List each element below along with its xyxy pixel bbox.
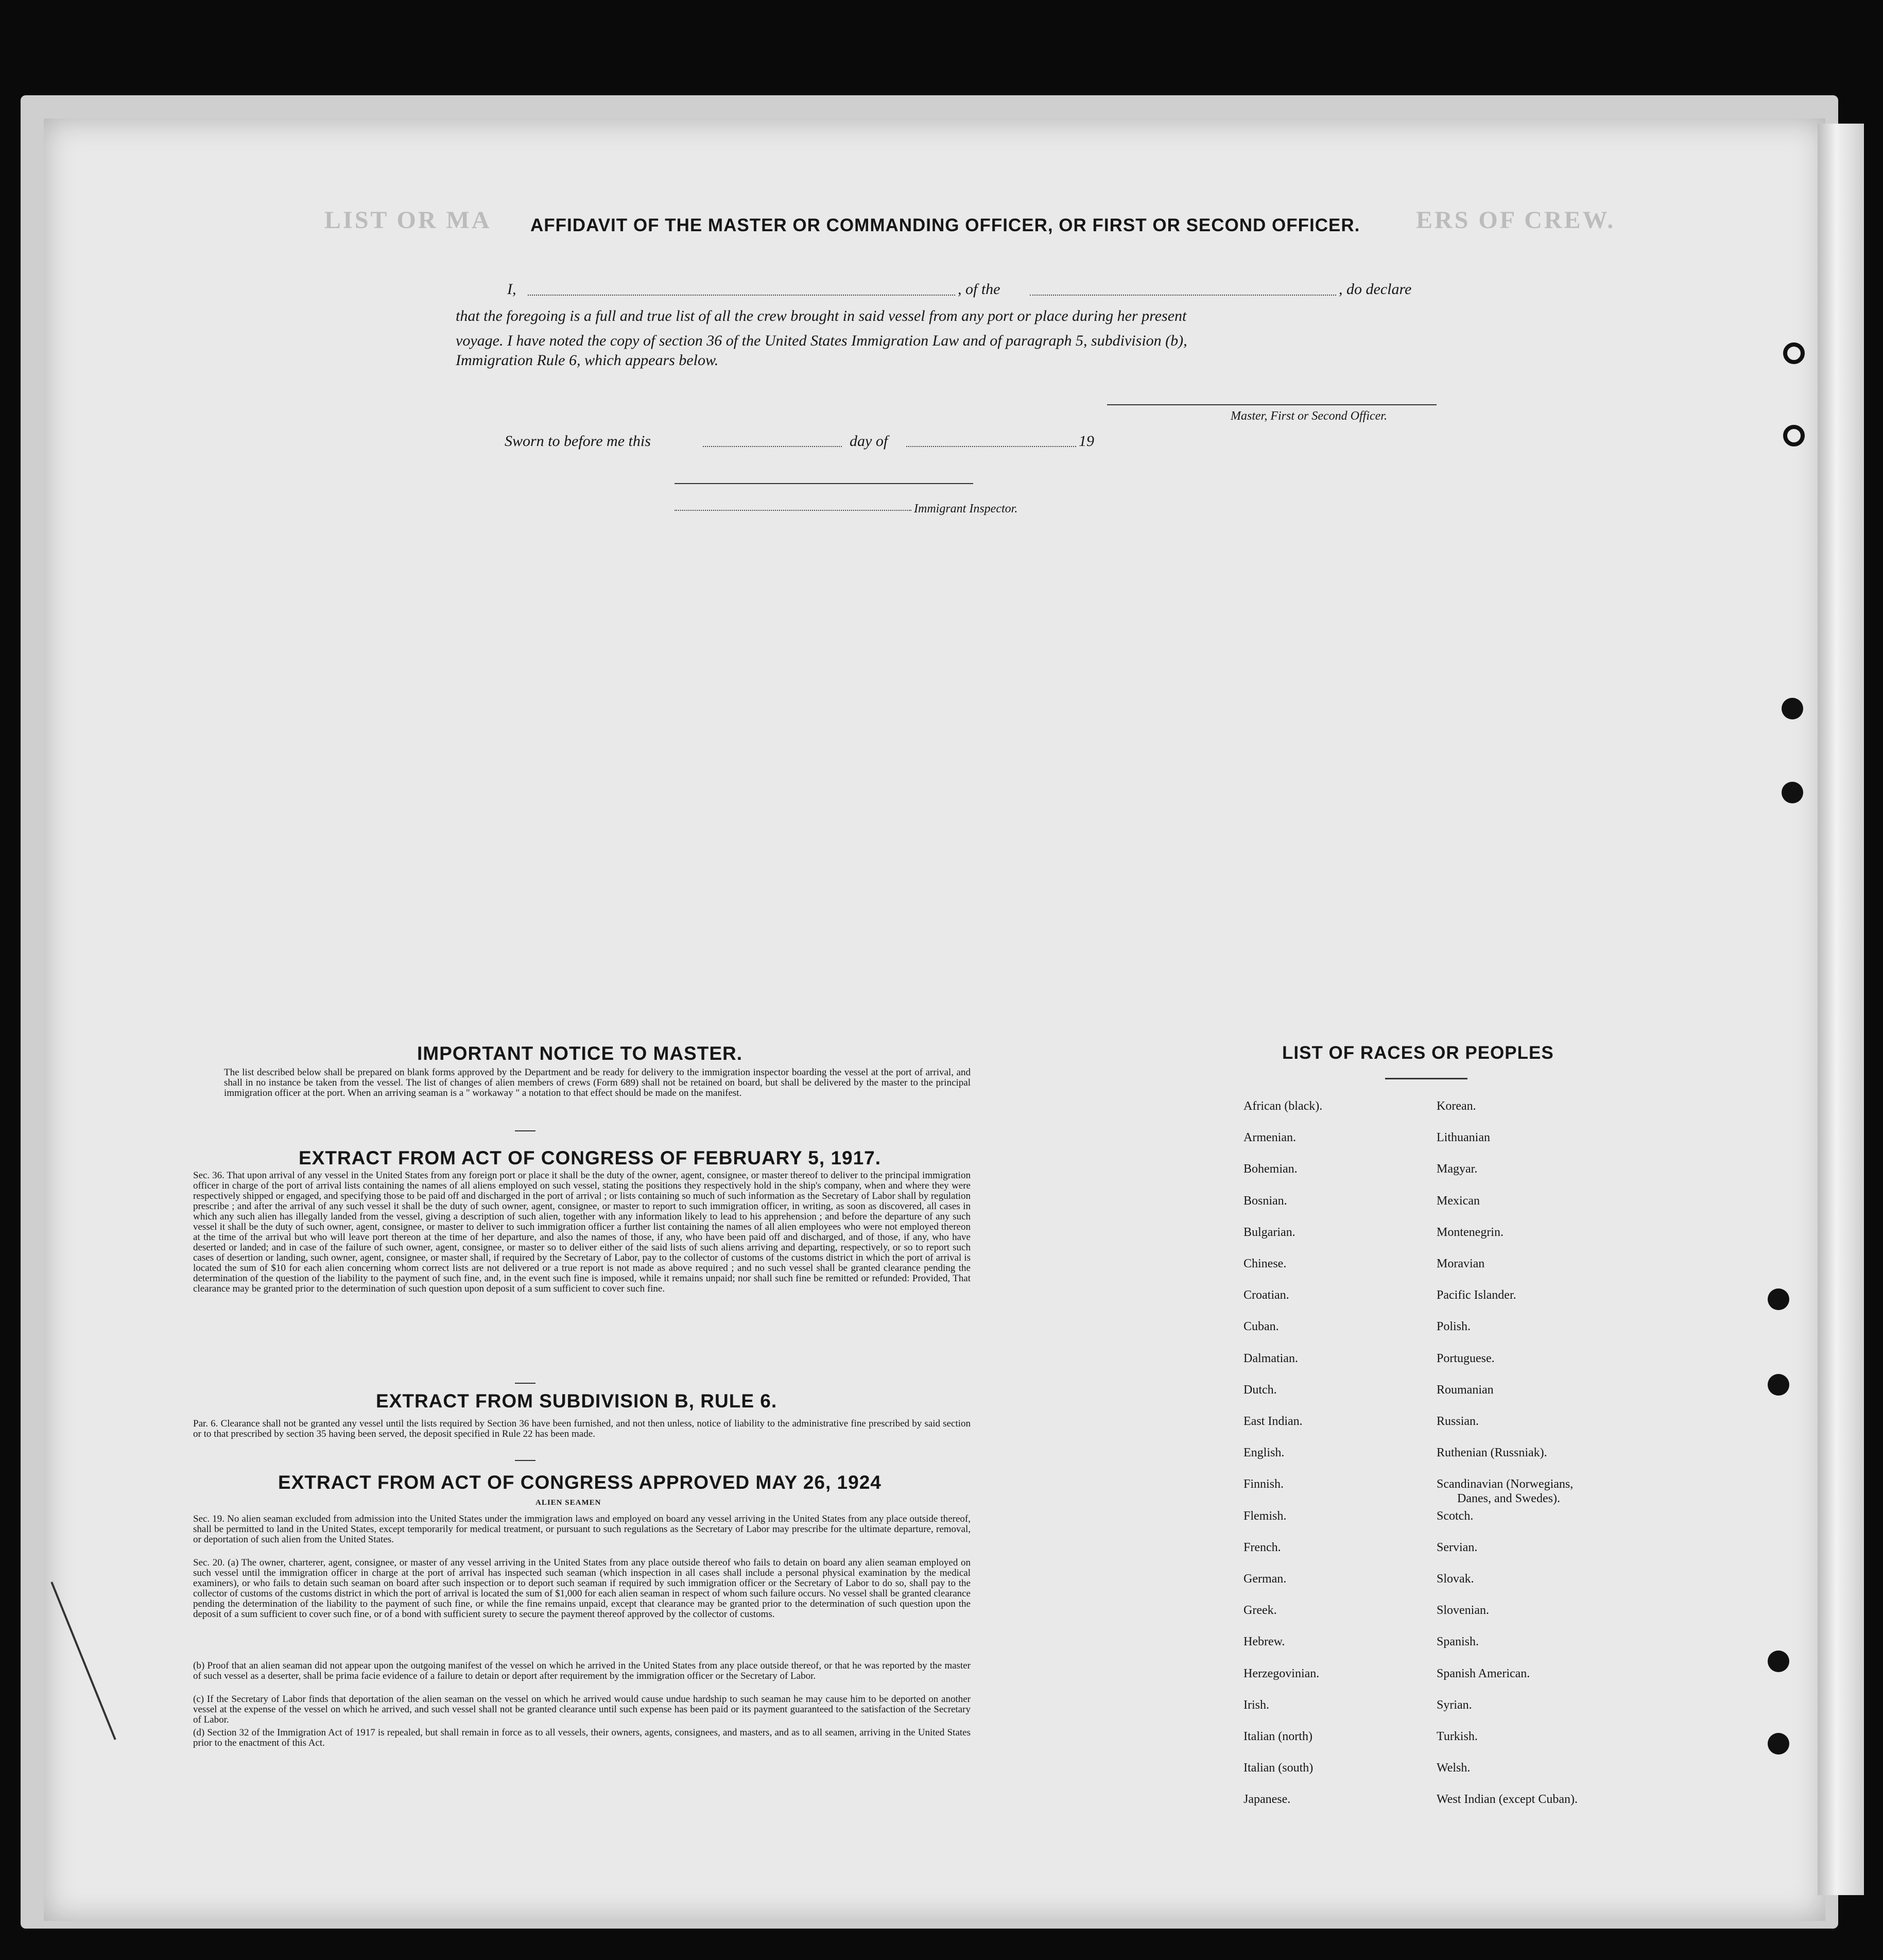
page-edge	[1818, 124, 1864, 1895]
race-item: Japanese.	[1243, 1793, 1291, 1807]
sec-20b-text: (b) Proof that an alien seaman did not appear upon the outgoing manifest of the vessel on which he arrived in the United States from any place outside thereof, or that he was reported by the master of such vessel as a deserter, shall be prima facie evidence of a failure to detain or deport after requirement by the immigration officer or the Secretary of Labor.	[193, 1660, 971, 1681]
sworn-month-blank[interactable]	[906, 446, 1076, 447]
inspector-line[interactable]	[675, 483, 973, 484]
race-item: African (black).	[1243, 1099, 1323, 1113]
divider	[515, 1130, 535, 1131]
sec-20c-text: (c) If the Secretary of Labor finds that deportation of the alien seaman on the vessel on which he arrived would cause undue hardship to such seaman he may cause him to be deported on another vessel at the expense of the vessel on which he arrived, and such vessel shall not be granted clearance until such expense has been paid or its payment guaranteed to the satisfaction of the Secretary of Labor.	[193, 1694, 971, 1725]
day-of-text: day of	[850, 433, 888, 450]
affidavit-line2: that the foregoing is a full and true list of all the crew brought in said vessel from any port or place during her present	[456, 307, 1187, 324]
race-item: Syrian.	[1437, 1698, 1472, 1712]
race-item: Armenian.	[1243, 1131, 1296, 1145]
inspector-label: Immigrant Inspector.	[914, 502, 1018, 515]
name-blank[interactable]	[528, 295, 955, 296]
race-item: Moravian	[1437, 1257, 1485, 1270]
race-item: Slovak.	[1437, 1572, 1474, 1586]
race-item: Welsh.	[1437, 1761, 1471, 1775]
signature-line[interactable]	[1107, 404, 1437, 405]
race-item: East Indian.	[1243, 1415, 1303, 1428]
extract-rule6-body: Par. 6. Clearance shall not be granted any vessel until the lists required by Section 36 have been furnished, and not then unless, notice of liability to the administrative fine prescribed by said section or to that prescribed by section 35 having been served, the deposit specified in Rule 22 has been made.	[193, 1418, 971, 1439]
races-divider	[1385, 1078, 1467, 1079]
sec-19-text: Sec. 19. No alien seaman excluded from admission into the United States under the immigration laws and employed on board any vessel arriving in the United States from any place outside thereof, shall be permitted to land in the United States, except temporarily for medical treatment, or pursuant to such regulations as the Secretary of Labor may prescribe for the ultimate departure, removal, or deportation of such alien from the United States.	[193, 1514, 971, 1545]
punch-hole	[1783, 425, 1805, 446]
punch-hole	[1768, 1288, 1789, 1310]
race-item: French.	[1243, 1540, 1281, 1554]
extract-1917-title: EXTRACT FROM ACT OF CONGRESS OF FEBRUARY 5, 1917.	[299, 1147, 882, 1168]
affidavit-title: AFFIDAVIT OF THE MASTER OR COMMANDING OFFICER, OR FIRST OR SECOND OFFICER.	[530, 215, 1360, 235]
race-item: German.	[1243, 1572, 1287, 1586]
race-item: Scandinavian (Norwegians,	[1437, 1477, 1574, 1491]
race-item: Mexican	[1437, 1194, 1480, 1208]
race-item: Scotch.	[1437, 1509, 1474, 1523]
race-item: Dutch.	[1243, 1383, 1277, 1397]
race-item: Chinese.	[1243, 1257, 1287, 1270]
race-item: Ruthenian (Russniak).	[1437, 1446, 1547, 1460]
race-item: Irish.	[1243, 1698, 1269, 1712]
punch-hole	[1782, 782, 1803, 803]
notice-title: IMPORTANT NOTICE TO MASTER.	[417, 1043, 743, 1064]
race-item: English.	[1243, 1446, 1285, 1460]
form-page	[44, 118, 1825, 1921]
alien-seamen-subtitle: ALIEN SEAMEN	[535, 1499, 601, 1507]
race-item: Portuguese.	[1437, 1351, 1495, 1365]
punch-hole	[1768, 1374, 1789, 1396]
race-item: Polish.	[1437, 1320, 1471, 1334]
sworn-day-blank[interactable]	[703, 446, 842, 447]
race-item: Cuban.	[1243, 1320, 1279, 1334]
race-item: West Indian (except Cuban).	[1437, 1793, 1578, 1807]
race-item: Danes, and Swedes).	[1457, 1492, 1560, 1506]
race-item: Herzegovinian.	[1243, 1666, 1320, 1680]
race-item: Turkish.	[1437, 1730, 1478, 1743]
bleed-through-text: ERS OF CREW.	[1416, 207, 1616, 234]
extract-rule6-title: EXTRACT FROM SUBDIVISION B, RULE 6.	[376, 1390, 778, 1412]
race-item: Spanish American.	[1437, 1666, 1530, 1680]
race-item: Bosnian.	[1243, 1194, 1287, 1208]
race-item: Croatian.	[1243, 1288, 1289, 1302]
race-item: Finnish.	[1243, 1477, 1284, 1491]
extract-1917-body: Sec. 36. That upon arrival of any vessel in the United States from any foreign port or place it shall be the duty of the owner, agent, consignee, or master thereof to deliver to the principal immigration officer in charge of the port of arrival lists containing the names of all aliens employed on such vessel, stating the positions they respectively hold in the ship's company, when and where they were respectively shipped or engaged, and specifying those to be paid off and discharged in the port of arrival ; or lists containing so much of such information as the Secretary of Labor shall by regulation prescribe ; and after the arrival of any such vessel it shall be the duty of such owner, agent, consignee, or master to report to such immigration officer, in writing, as soon as discovered, all cases in which any such alien has illegally landed from the vessel, giving a description of such alien, together with any information likely to lead to his apprehension ; and before the departure of any such vessel it shall be the duty of such owner, agent, consignee, or master to deliver to such immigration officer a further list containing the names of all alien employees who were not employed thereon at the time of the arrival but who will leave port thereon at the time of her departure, and also the names of those, if any, who have been paid off and discharged, and of those, if any, who have deserted or landed; and in case of the failure of such owner, agent, consignee, or master so to deliver either of the said lists of such aliens arriving and departing, respectively, or so to report such cases of desertion or landing, such owner, agent, consignee, or master shall, if required by the Secretary of Labor, pay to the collector of customs of the customs district in which the port of arrival is located the sum of $10 for each alien concerning whom correct lists are not delivered or a true report is not made as above required ; and no such vessel shall be granted clearance pending the determination of the question of the liability to the payment of such fine, and, in the event such fine is imposed, while it remains unpaid; nor shall such fine be remitted or refunded: Provided, That clearance may be granted prior to the determination of such question upon deposit of a sum sufficient to cover such fine.	[193, 1170, 971, 1294]
divider	[515, 1460, 535, 1461]
race-item: Slovenian.	[1437, 1604, 1489, 1618]
race-item: Pacific Islander.	[1437, 1288, 1516, 1302]
race-item: Roumanian	[1437, 1383, 1494, 1397]
race-item: Spanish.	[1437, 1635, 1479, 1649]
vessel-blank[interactable]	[1030, 295, 1336, 296]
bleed-through-text: LIST OR MA	[324, 207, 492, 234]
year-prefix: 19	[1079, 433, 1094, 450]
race-item: Flemish.	[1243, 1509, 1287, 1523]
divider	[515, 1383, 535, 1384]
signature-label: Master, First or Second Officer.	[1231, 409, 1387, 423]
race-item: Magyar.	[1437, 1162, 1478, 1176]
races-title: LIST OF RACES OR PEOPLES	[1282, 1043, 1554, 1063]
race-item: Italian (south)	[1243, 1761, 1314, 1775]
affidavit-of-the: , of the	[958, 281, 1000, 298]
race-item: Bohemian.	[1243, 1162, 1298, 1176]
affidavit-i: I,	[507, 281, 516, 298]
affidavit-line4: Immigration Rule 6, which appears below.	[456, 352, 719, 369]
race-item: Hebrew.	[1243, 1635, 1285, 1649]
race-item: Russian.	[1437, 1415, 1479, 1428]
race-item: Montenegrin.	[1437, 1225, 1504, 1239]
race-item: Italian (north)	[1243, 1730, 1312, 1743]
sworn-text: Sworn to before me this	[505, 433, 651, 450]
race-item: Korean.	[1437, 1099, 1476, 1113]
race-item: Servian.	[1437, 1540, 1478, 1554]
punch-hole	[1768, 1650, 1789, 1672]
race-item: Greek.	[1243, 1604, 1277, 1618]
sec-20a-text: Sec. 20. (a) The owner, charterer, agent, consignee, or master of any vessel arriving in the United States from any place outside thereof who fails to detain on board any alien seaman employed on such vessel until the immigration officer in charge at the port of arrival has inspected such seaman (which inspection in all cases shall include a personal physical examination by the medical examiners), or who fails to detain such seaman on board after such inspection or to deport such seaman if required by such immigration officer or the Secretary of Labor to do so, shall pay to the collector of customs of the customs district in which the port of arrival is located the sum of $1,000 for each alien seaman in respect of whom such failure occurs. No vessel shall be granted clearance pending the determination of the liability to the payment of such fine, or while the fine remains unpaid, except that clearance may be granted prior to the determination of such question upon the deposit of a sum sufficient to cover such fine, or of a bond with sufficient surety to secure the payment thereof approved by the collector of customs.	[193, 1557, 971, 1620]
race-item: Bulgarian.	[1243, 1225, 1295, 1239]
notice-body: The list described below shall be prepared on blank forms approved by the Department and be ready for delivery to the immigration inspector boarding the vessel at the port of arrival, and shall in no instance be taken from the vessel. The list of changes of alien members of crews (Form 689) shall not be retained on board, but shall be delivered by the master to the principal immigration officer at the port. When an arriving seaman is a " workaway " a notation to that effect should be made on the manifest.	[224, 1067, 971, 1098]
punch-hole	[1783, 342, 1805, 364]
affidavit-line3: voyage. I have noted the copy of section 36 of the United States Immigration Law and of paragraph 5, subdivision (b),	[456, 332, 1187, 349]
race-item: Lithuanian	[1437, 1131, 1490, 1145]
affidavit-declare: , do declare	[1339, 281, 1412, 298]
sec-20d-text: (d) Section 32 of the Immigration Act of 1917 is repealed, but shall remain in force as to all vessels, their owners, agents, consignees, and masters, and as to all seamen, arriving in the United States prior to the enactment of this Act.	[193, 1727, 971, 1748]
extract-1924-title: EXTRACT FROM ACT OF CONGRESS APPROVED MAY 26, 1924	[278, 1472, 882, 1493]
punch-hole	[1782, 698, 1803, 719]
inspector-line-dotted[interactable]	[675, 510, 911, 511]
punch-hole	[1768, 1733, 1789, 1755]
race-item: Dalmatian.	[1243, 1351, 1298, 1365]
